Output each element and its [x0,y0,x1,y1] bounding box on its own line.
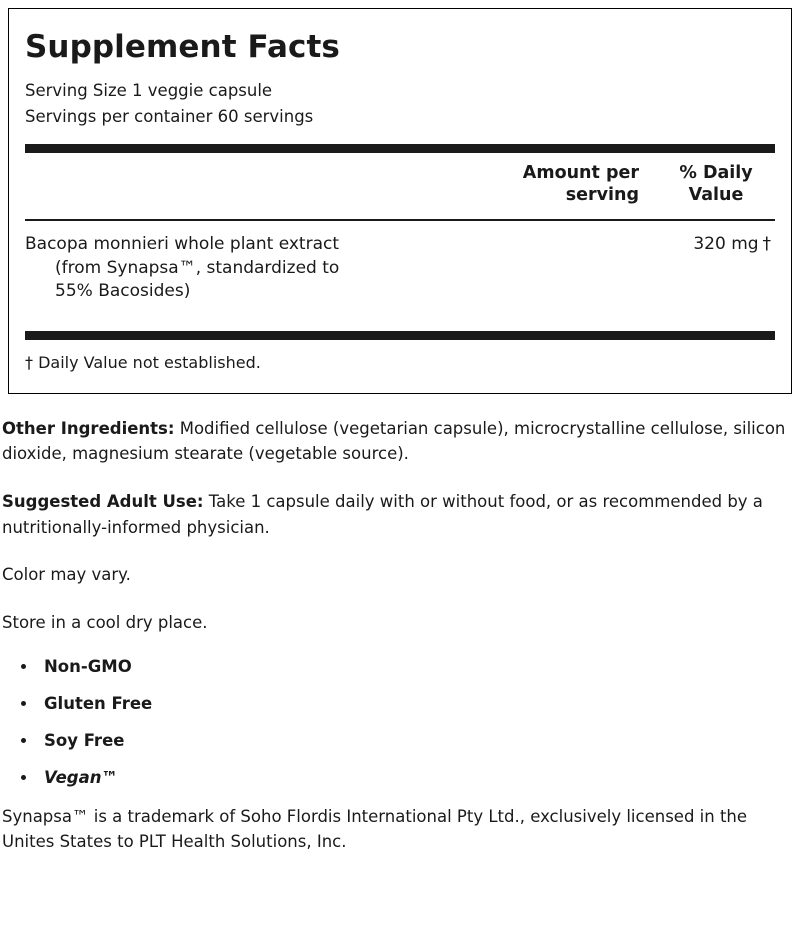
serving-size-line: Serving Size 1 veggie capsule [25,80,273,100]
claim-label: Gluten Free [44,694,153,714]
supplement-facts-page [0,8,800,855]
panel-rule-top [25,144,775,153]
list-item [38,766,792,790]
storage-note: Store in a cool dry place. [2,612,208,632]
ingredient-table-body [25,221,775,317]
supplement-facts-panel [8,8,792,394]
amount-per-serving-header [459,153,657,219]
daily-value-header [657,153,775,219]
ingredient-column-header [25,153,459,219]
ingredient-name-cell [25,221,633,317]
servings-per-container-line: Servings per container 60 servings [25,106,314,126]
dv-header-line2: Value [688,185,744,206]
list-item [38,729,792,753]
list-item [38,692,792,716]
trademark-notice: Synapsa™ is a trademark of Soho Flordis International Pty Ltd., exclusively licensed in the Unites States to PLT Health Solutions, Inc. [2,806,748,852]
list-item [38,655,792,679]
claims-list [2,655,792,790]
ingredient-daily-value-cell: † [762,234,772,255]
claim-label: Soy Free [44,731,125,751]
daily-value-footnote: † Daily Value not established. [25,353,261,373]
color-note: Color may vary. [2,565,131,585]
other-ingredients-paragraph [2,416,792,467]
column-header-row [25,153,775,219]
table-row [25,221,775,317]
panel-rule-bottom [25,331,775,340]
nutrition-table-head [25,153,775,219]
suggested-use-label: Suggested Adult Use: [2,491,204,511]
suggested-use-text: Take 1 capsule daily with or without food, or as recommended by a nutritionally-informed physician. [2,491,763,537]
amount-header-line2: serving [565,185,639,206]
amount-header-line1: Amount per [522,163,639,184]
other-ingredients-label: Other Ingredients: [2,418,175,438]
dv-header-line1: % Daily [679,163,753,184]
panel-title: Supplement Facts [25,29,340,65]
nutrition-table [25,153,775,219]
ingredient-table [25,221,775,317]
ingredient-amount-cell: 320 mg [693,234,759,255]
claim-label: Non-GMO [44,657,132,677]
other-ingredients-text: Modified cellulose (vegetarian capsule), microcrystalline cellulose, silicon dioxide, magnesium stearate (vegetable source). [2,418,786,464]
label-body-copy [0,416,800,855]
suggested-use-paragraph [2,489,792,540]
claim-label: Vegan™ [44,767,118,787]
ingredient-name-line1: Bacopa monnieri whole plant extract [25,234,339,255]
ingredient-name-line3: 55% Bacosides) [55,280,191,301]
ingredient-name-line2: (from Synapsa™, standardized to [55,257,340,278]
